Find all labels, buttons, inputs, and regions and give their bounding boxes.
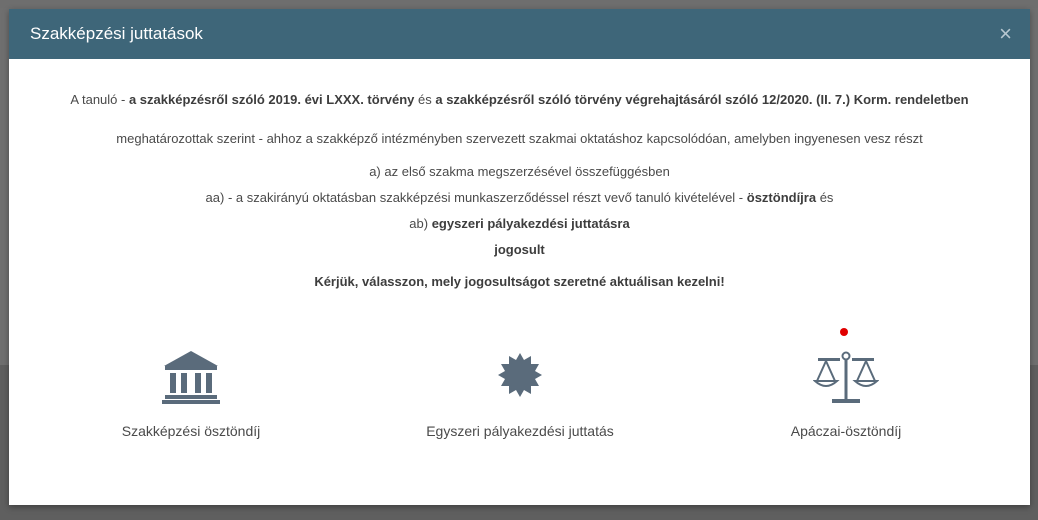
option-apaczai-osztondij[interactable] [716,349,976,439]
modal-title: Szakképzési juttatások [30,24,203,43]
bank-icon [161,349,221,405]
intro-line-6: jogosult [494,242,545,257]
certificate-icon [490,349,550,405]
modal-header [9,9,1030,59]
close-icon[interactable]: × [999,21,1012,46]
option-szakkepzesi-osztondij[interactable] [61,349,321,439]
intro-line-4: aa) - a szakirányú oktatásban szakképzési munkaszerződéssel részt vevő tanuló kivételével - ösztöndíjra és [205,190,834,205]
instruction-text: Kérjük, válasszon, mely jogosultságot szeretné aktuálisan kezelni! [314,274,725,289]
option-label: Egyszeri pályakezdési juttatás [426,423,614,439]
notification-dot [840,328,848,336]
backdrop [0,0,1038,8]
option-egyszeri-palyakezdesi-juttatas[interactable] [390,349,650,439]
intro-line-1: A tanuló - a szakképzésről szóló 2019. évi LXXX. törvény és a szakképzésről szóló törvény végrehajtásáról szóló 12/2020. (II. 7.) Korm. rendeletben [70,92,969,107]
intro-line-5: ab) egyszeri pályakezdési juttatásra [409,216,630,231]
benefits-modal [9,9,1030,505]
intro-line-3: a) az első szakma megszerzésével összefüggésben [369,164,670,179]
scales-icon [813,349,879,405]
option-label: Szakképzési ösztöndíj [121,423,261,439]
intro-line-2: meghatározottak szerint - ahhoz a szakképző intézményben szervezett szakmai oktatáshoz kapcsolódóan, amelyben ingyenesen vesz részt [116,131,923,146]
option-label: Apáczai-ösztöndíj [790,423,902,439]
